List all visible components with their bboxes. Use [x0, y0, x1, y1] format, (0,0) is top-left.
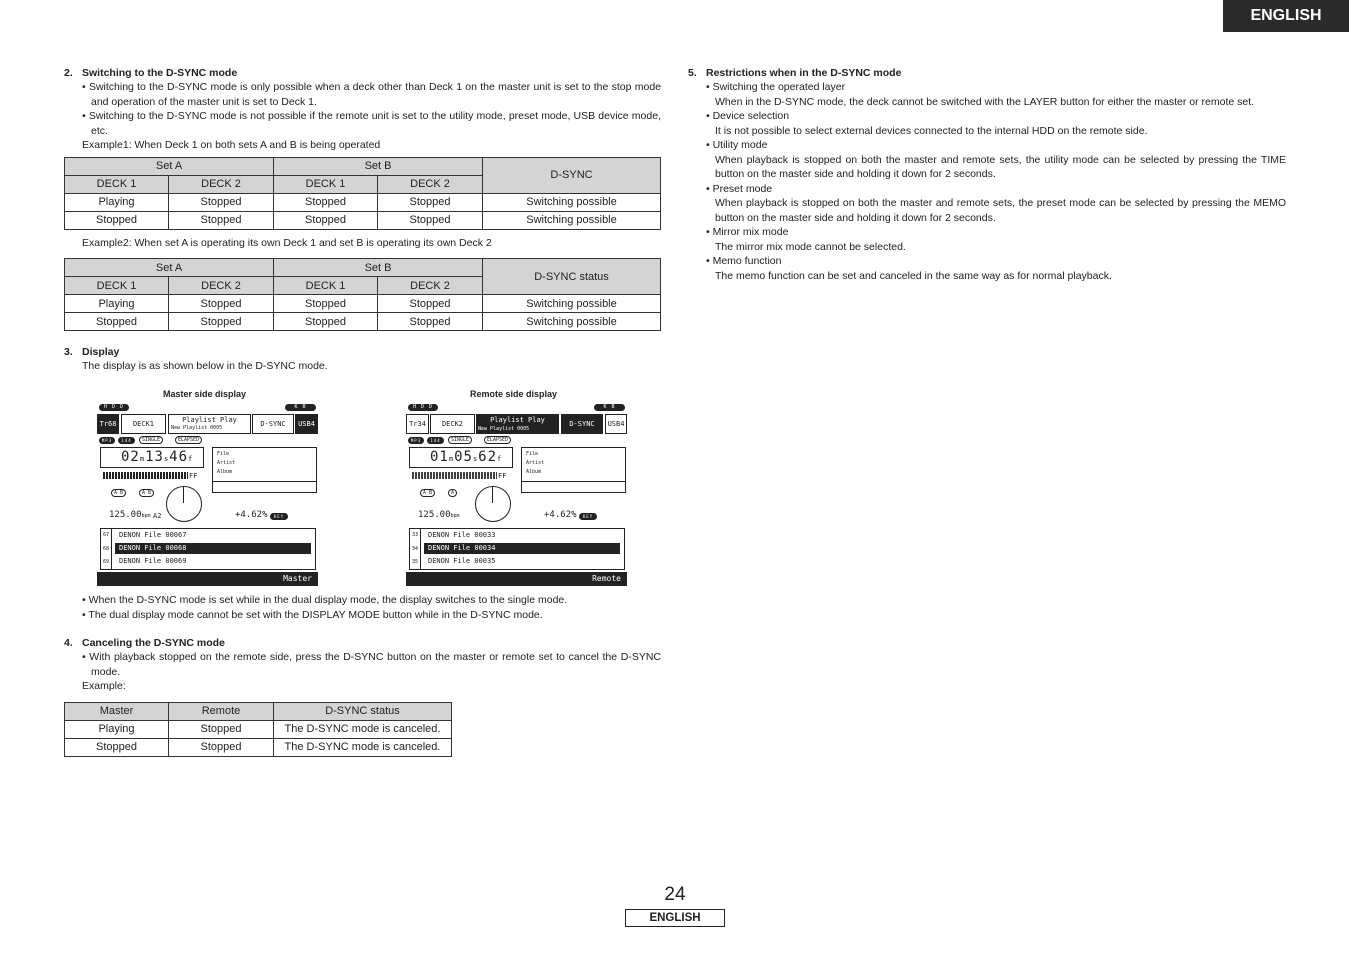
- restriction-head: • Device selection: [706, 110, 790, 122]
- time-unit-s: s: [163, 455, 170, 463]
- table-cell: Stopped: [274, 313, 378, 331]
- table-cell: Stopped: [378, 295, 483, 313]
- time-seconds: 05: [454, 449, 473, 465]
- left-column-lower: [64, 593, 661, 757]
- table-cell: Stopped: [65, 738, 169, 756]
- remote-display-caption: Remote side display: [470, 389, 558, 399]
- playlist-box: [168, 414, 251, 434]
- list-item-selected: DENON File 00068: [115, 543, 311, 554]
- restriction-body: It is not possible to select external devices connected to the internal HDD on the remote side.: [715, 124, 1148, 137]
- table-cell: Stopped: [378, 193, 483, 211]
- section-4-heading: [64, 636, 661, 650]
- table-header-deck: DECK 2: [378, 277, 483, 295]
- usb-indicator: USB4: [605, 414, 627, 434]
- pitch-readout: +4.62%: [235, 510, 268, 520]
- track-number: Tr68: [97, 414, 119, 434]
- table-cell: Stopped: [274, 211, 378, 229]
- footer-language-label: ENGLISH: [625, 909, 725, 927]
- ab-loop-1: A B: [420, 489, 435, 497]
- table-cell: Stopped: [65, 211, 169, 229]
- table-example-2: [64, 258, 661, 331]
- table-header: D-SYNC status: [274, 702, 452, 720]
- section-number: 4.: [64, 637, 73, 649]
- kb-indicator: K B: [285, 404, 316, 411]
- playlist-play: Playlist Play: [182, 416, 237, 424]
- time-minutes: 02: [121, 449, 140, 465]
- bullet-text: • Switching to the D-SYNC mode is only possible when a deck other than Deck 1 on the master unit is set to the stop mode and operation of the master unit is set to Deck 1.: [82, 81, 661, 108]
- table-row: [65, 720, 452, 738]
- section-3-heading: [64, 345, 661, 359]
- level-meter: [412, 472, 497, 479]
- jog-circle-icon: [166, 486, 202, 522]
- list-item-selected: DENON File 00034: [424, 543, 620, 554]
- usb-indicator: USB4: [295, 414, 318, 434]
- display-intro: The display is as shown below in the D-SYNC mode.: [82, 360, 328, 372]
- list-number: 35: [412, 559, 419, 565]
- table-cell: Stopped: [65, 313, 169, 331]
- footer-label: Master: [283, 574, 312, 583]
- time-unit-m: m: [139, 455, 146, 463]
- table-header-set-a: Set A: [65, 259, 274, 277]
- bullet-text: • When the D-SYNC mode is set while in the dual display mode, the display switches to the single mode.: [82, 594, 568, 606]
- list-number: 33: [412, 532, 419, 538]
- playlist-box: [476, 414, 559, 434]
- bpm-readout: [418, 510, 460, 520]
- table-cell: Stopped: [169, 211, 274, 229]
- list-item: DENON File 00067: [119, 531, 187, 539]
- meter-end: FF: [189, 472, 198, 480]
- table-row: [65, 313, 661, 331]
- time-seconds: 13: [145, 449, 164, 465]
- elapsed-tag: ELAPSED: [484, 436, 511, 444]
- bitrate-tag: 144: [118, 437, 135, 444]
- list-number: 67: [103, 532, 110, 538]
- table-cell: Switching possible: [483, 313, 661, 331]
- ab-loop-2: A B: [139, 489, 154, 497]
- list-number: 69: [103, 559, 110, 565]
- restriction-body: The mirror mix mode cannot be selected.: [715, 240, 906, 253]
- table-header-set-b: Set B: [274, 157, 483, 175]
- list-number: 34: [412, 546, 419, 552]
- section-5-heading: [688, 66, 1286, 80]
- restriction-head: • Switching the operated layer: [706, 81, 846, 93]
- mp3-tag: MP3: [408, 437, 424, 444]
- time-frames: 46: [169, 449, 189, 465]
- key-indicator: KEY: [270, 513, 288, 520]
- table-cell: Switching possible: [483, 193, 661, 211]
- table-cell: Switching possible: [483, 295, 661, 313]
- restriction-head: • Preset mode: [706, 182, 773, 195]
- table-cell: The D-SYNC mode is canceled.: [274, 720, 452, 738]
- list-number: 68: [103, 546, 110, 552]
- table-row: [65, 295, 661, 313]
- section-title: Canceling the D-SYNC mode: [82, 637, 225, 649]
- table-cell: Stopped: [274, 295, 378, 313]
- table-cell: Stopped: [378, 313, 483, 331]
- elapsed-tag: ELAPSED: [175, 436, 202, 444]
- table-cancel-example: [64, 702, 452, 757]
- language-tab: ENGLISH: [1223, 0, 1349, 32]
- table-header-set-b: Set B: [274, 259, 483, 277]
- table-header-set-a: Set A: [65, 157, 274, 175]
- track-number: Tr34: [406, 414, 429, 434]
- cue-label: A2: [153, 512, 162, 520]
- hdd-indicator: H D D: [99, 404, 129, 411]
- table-header-deck: DECK 1: [274, 277, 378, 295]
- time-unit-m: m: [448, 455, 455, 463]
- list-item: DENON File 00035: [428, 557, 496, 565]
- table-header: Master: [65, 702, 169, 720]
- table-cell: Stopped: [274, 193, 378, 211]
- info-file: File: [526, 451, 539, 457]
- restriction-head: • Memo function: [706, 255, 782, 267]
- remote-side-display: [406, 404, 627, 586]
- table-cell: Stopped: [169, 313, 274, 331]
- display-footer: [97, 572, 318, 586]
- time-frames: 62: [478, 449, 498, 465]
- table-header-deck: DECK 2: [169, 277, 274, 295]
- restriction-head: • Utility mode: [706, 139, 768, 151]
- footer-label: Remote: [592, 574, 621, 583]
- mp3-tag: MP3: [99, 437, 115, 444]
- restriction-body: When playback is stopped on both the master and remote sets, the utility mode can be selected by pressing the TIME button on the master side and holding it down for 2 seconds.: [715, 153, 1286, 180]
- table-cell: Playing: [65, 295, 169, 313]
- single-tag: SINGLE: [448, 436, 472, 444]
- playlist-name: New Playlist 0005: [478, 426, 530, 432]
- table-header-dsync-status: D-SYNC status: [483, 259, 661, 295]
- level-meter: [103, 472, 188, 479]
- section-number: 3.: [64, 346, 73, 358]
- table-header-deck: DECK 1: [274, 175, 378, 193]
- info-file: File: [217, 451, 230, 457]
- display-footer: [406, 572, 627, 586]
- time-minutes: 01: [430, 449, 449, 465]
- list-item: DENON File 00069: [119, 557, 187, 565]
- deck-label: DECK1: [121, 414, 166, 434]
- section-title: Display: [82, 346, 120, 358]
- info-artist: Artist: [526, 460, 545, 466]
- table-cell: Stopped: [169, 720, 274, 738]
- time-readout: [430, 449, 502, 465]
- table-cell: Stopped: [169, 193, 274, 211]
- list-item: DENON File 00033: [428, 531, 496, 539]
- table-cell: Switching possible: [483, 211, 661, 229]
- time-unit-f: f: [188, 455, 194, 463]
- table-header: Remote: [169, 702, 274, 720]
- bullet-text: • The dual display mode cannot be set with the DISPLAY MODE button while in the D-SYNC mode.: [82, 608, 543, 621]
- single-tag: SINGLE: [139, 436, 163, 444]
- bullet-text: • Switching to the D-SYNC mode is not possible if the remote unit is set to the utility mode, preset mode, USB device mode, etc.: [82, 110, 661, 137]
- bpm-value: 125.00: [109, 510, 142, 520]
- bpm-unit: bpm: [450, 513, 460, 519]
- playlist-play: Playlist Play: [490, 416, 545, 424]
- info-box: [521, 447, 626, 493]
- table-header-deck: DECK 2: [169, 175, 274, 193]
- section-title: Switching to the D-SYNC mode: [82, 67, 238, 79]
- right-column: [688, 66, 1286, 283]
- jog-circle-icon: [475, 486, 511, 522]
- ab-loop-2: A: [448, 489, 457, 497]
- time-unit-f: f: [497, 455, 503, 463]
- pitch-readout: +4.62%: [544, 510, 577, 520]
- table-header-deck: DECK 2: [378, 175, 483, 193]
- section-number: 2.: [64, 67, 73, 79]
- dsync-indicator: D-SYNC: [252, 414, 294, 434]
- bpm-value: 125.00: [418, 510, 451, 520]
- section-number: 5.: [688, 67, 697, 79]
- bpm-readout: [109, 510, 151, 520]
- info-box: [212, 447, 317, 493]
- bitrate-tag: 144: [427, 437, 444, 444]
- section-2-heading: [64, 66, 661, 80]
- info-album: Album: [217, 469, 233, 475]
- table-row: [65, 211, 661, 229]
- info-artist: Artist: [217, 460, 236, 466]
- master-side-display: [97, 404, 318, 586]
- table-example-1: [64, 157, 661, 230]
- time-readout: [121, 449, 193, 465]
- restriction-body: When playback is stopped on both the master and remote sets, the preset mode can be selected by pressing the MEMO button on the master side and holding it down for 2 seconds.: [715, 197, 1286, 224]
- page-number: 24: [664, 884, 686, 905]
- bullet-text: • With playback stopped on the remote side, press the D-SYNC button on the master or remote set to cancel the D-SYNC mode.: [82, 651, 661, 678]
- table-header-deck: DECK 1: [65, 277, 169, 295]
- example-1-text: Example1: When Deck 1 on both sets A and B is being operated: [82, 139, 381, 151]
- example-text: Example:: [82, 680, 126, 692]
- playlist-name: New Playlist 0005: [171, 425, 223, 431]
- bpm-unit: bpm: [141, 513, 151, 519]
- kb-indicator: K B: [594, 404, 625, 411]
- example-2-text: Example2: When set A is operating its own Deck 1 and set B is operating its own Deck 2: [82, 236, 492, 249]
- table-row: [65, 193, 661, 211]
- table-cell: Stopped: [378, 211, 483, 229]
- table-row: [65, 738, 452, 756]
- time-unit-s: s: [472, 455, 479, 463]
- meter-end: FF: [498, 472, 507, 480]
- table-cell: Playing: [65, 193, 169, 211]
- table-cell: Stopped: [169, 738, 274, 756]
- restriction-head: • Mirror mix mode: [706, 226, 789, 238]
- table-header-dsync: D-SYNC: [483, 157, 661, 193]
- left-column: [64, 66, 661, 374]
- restriction-body: When in the D-SYNC mode, the deck cannot be switched with the LAYER button for either the master or remote set.: [715, 95, 1255, 108]
- table-cell: Stopped: [169, 295, 274, 313]
- deck-label: DECK2: [430, 414, 475, 434]
- key-indicator: KEY: [579, 513, 597, 520]
- dsync-indicator: D-SYNC: [561, 414, 603, 434]
- table-cell: Playing: [65, 720, 169, 738]
- hdd-indicator: H D D: [408, 404, 438, 411]
- restriction-body: The memo function can be set and canceled in the same way as for normal playback.: [715, 269, 1112, 282]
- ab-loop-1: A B: [111, 489, 126, 497]
- section-title: Restrictions when in the D-SYNC mode: [706, 67, 902, 79]
- table-cell: The D-SYNC mode is canceled.: [274, 738, 452, 756]
- master-display-caption: Master side display: [163, 389, 247, 399]
- table-header-deck: DECK 1: [65, 175, 169, 193]
- info-album: Album: [526, 469, 542, 475]
